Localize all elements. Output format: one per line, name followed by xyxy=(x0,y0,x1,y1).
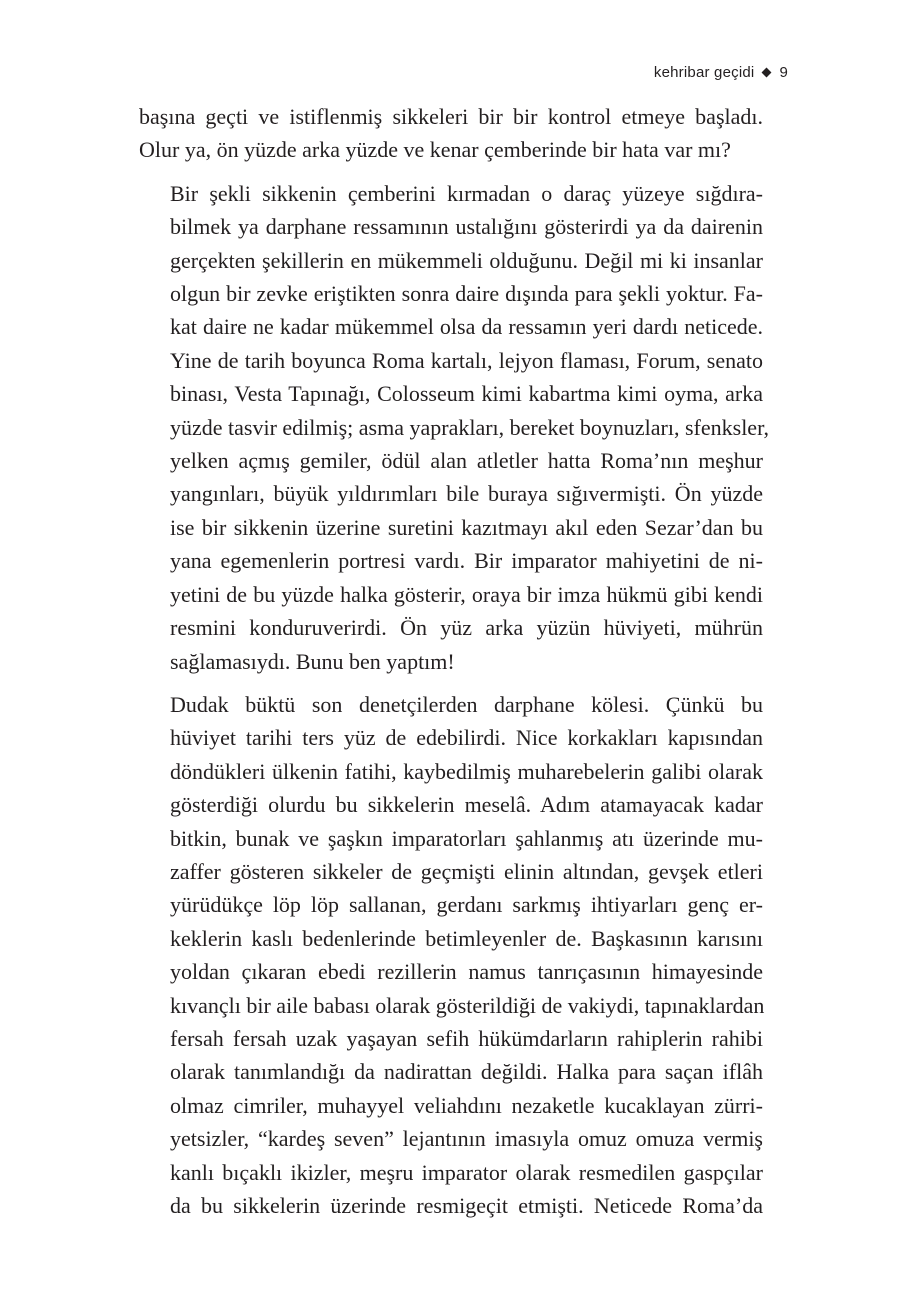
text-line: ise bir sikkenin üzerine suretini kazıtmayı akıl eden Sezar’dan bu xyxy=(170,514,763,540)
text-line: fersah fersah uzak yaşayan sefih hükümdarların rahiplerin rahibi xyxy=(170,1025,763,1051)
text-line: gerçekten şekillerin en mükemmeli olduğunu. Değil mi ki insanlar xyxy=(170,247,763,273)
text-line: olmaz cimriler, muhayyel veliahdını nezaketle kucaklayan zürri- xyxy=(170,1092,763,1118)
text-line: yürüdükçe löp löp sallanan, gerdanı sarkmış ihtiyarları genç er- xyxy=(170,892,763,918)
text-line: sağlamasıydı. Bunu ben yaptım! xyxy=(170,648,455,674)
text-line: gösterdiği olurdu bu sikkelerin meselâ. Adım atamayacak kadar xyxy=(170,792,763,818)
text-line: Olur ya, ön yüzde arka yüzde ve kenar çemberinde bir hata var mı? xyxy=(139,137,731,163)
text-line: yelken açmış gemiler, ödül alan atletler hatta Roma’nın meşhur xyxy=(170,448,763,474)
diamond-bullet-icon xyxy=(762,68,772,78)
text-line: bitkin, bunak ve şaşkın imparatorları şahlanmış atı üzerinde mu- xyxy=(170,825,763,851)
text-line: binası, Vesta Tapınağı, Colosseum kimi kabartma kimi oyma, arka xyxy=(170,381,763,407)
text-line: yetini de bu yüzde halka gösterir, oraya bir imza hükmü gibi kendi xyxy=(170,581,763,607)
text-line: hüviyet tarihi ters yüz de edebilirdi. Nice korkakları kapısından xyxy=(170,725,763,751)
text-line: Dudak büktü son denetçilerden darphane kölesi. Çünkü bu xyxy=(170,691,763,717)
paragraph xyxy=(139,100,763,167)
text-line: Bir şekli sikkenin çemberini kırmadan o daraç yüzeye sığdıra- xyxy=(170,180,763,206)
text-line: kanlı bıçaklı ikizler, meşru imparator olarak resmedilen gaspçılar xyxy=(170,1159,763,1185)
running-head-title: kehribar geçidi xyxy=(653,64,755,81)
text-line: yetsizler, “kardeş seven” lejantının imasıyla omuz omuza vermiş xyxy=(170,1126,763,1152)
page-number: 9 xyxy=(779,64,788,81)
text-line: yangınları, büyük yıldırımları bile buraya sığıvermişti. Ön yüzde xyxy=(170,481,763,507)
text-line: Yine de tarih boyunca Roma kartalı, lejyon flaması, Forum, senato xyxy=(170,347,763,373)
text-line: yoldan çıkaran ebedi rezillerin namus tanrıçasının himayesinde xyxy=(170,959,763,985)
text-line: yüzde tasvir edilmiş; asma yaprakları, bereket boynuzları, sfenksler, xyxy=(170,414,770,440)
text-line: olgun bir zevke eriştikten sonra daire dışında para şekli yoktur. Fa- xyxy=(170,281,763,307)
text-line: da bu sikkelerin üzerinde resmigeçit etmişti. Neticede Roma’da xyxy=(170,1193,763,1218)
text-line: kıvançlı bir aile babası olarak gösterildiği de vakiydi, tapınaklardan xyxy=(170,992,765,1018)
paragraph xyxy=(139,177,770,678)
body-text xyxy=(139,100,770,1232)
text-line: olarak tanımlandığı da nadirattan değildi. Halka para saçan iflâh xyxy=(170,1059,763,1085)
text-line: yana egemenlerin portresi vardı. Bir imparator mahiyetini de ni- xyxy=(170,548,763,574)
text-line: kat daire ne kadar mükemmel olsa da ressamın yeri dardı neticede. xyxy=(170,314,763,340)
text-line: başına geçti ve istiflenmiş sikkeleri bir bir kontrol etmeye başladı. xyxy=(139,104,763,129)
text-line: resmini konduruverirdi. Ön yüz arka yüzün hüviyeti, mührün xyxy=(170,615,763,641)
paragraph xyxy=(139,688,763,1223)
text-line: zaffer gösteren sikkeler de geçmişti elinin altından, gevşek etleri xyxy=(170,858,763,884)
text-line: keklerin kaslı bedenlerinde betimleyenler de. Başkasının karısını xyxy=(170,925,763,951)
text-line: döndükleri ülkenin fatihi, kaybedilmiş muharebelerin galibi olarak xyxy=(170,758,763,784)
text-line: bilmek ya darphane ressamının ustalığını gösterirdi ya da dairenin xyxy=(170,214,763,240)
running-head xyxy=(654,64,788,81)
